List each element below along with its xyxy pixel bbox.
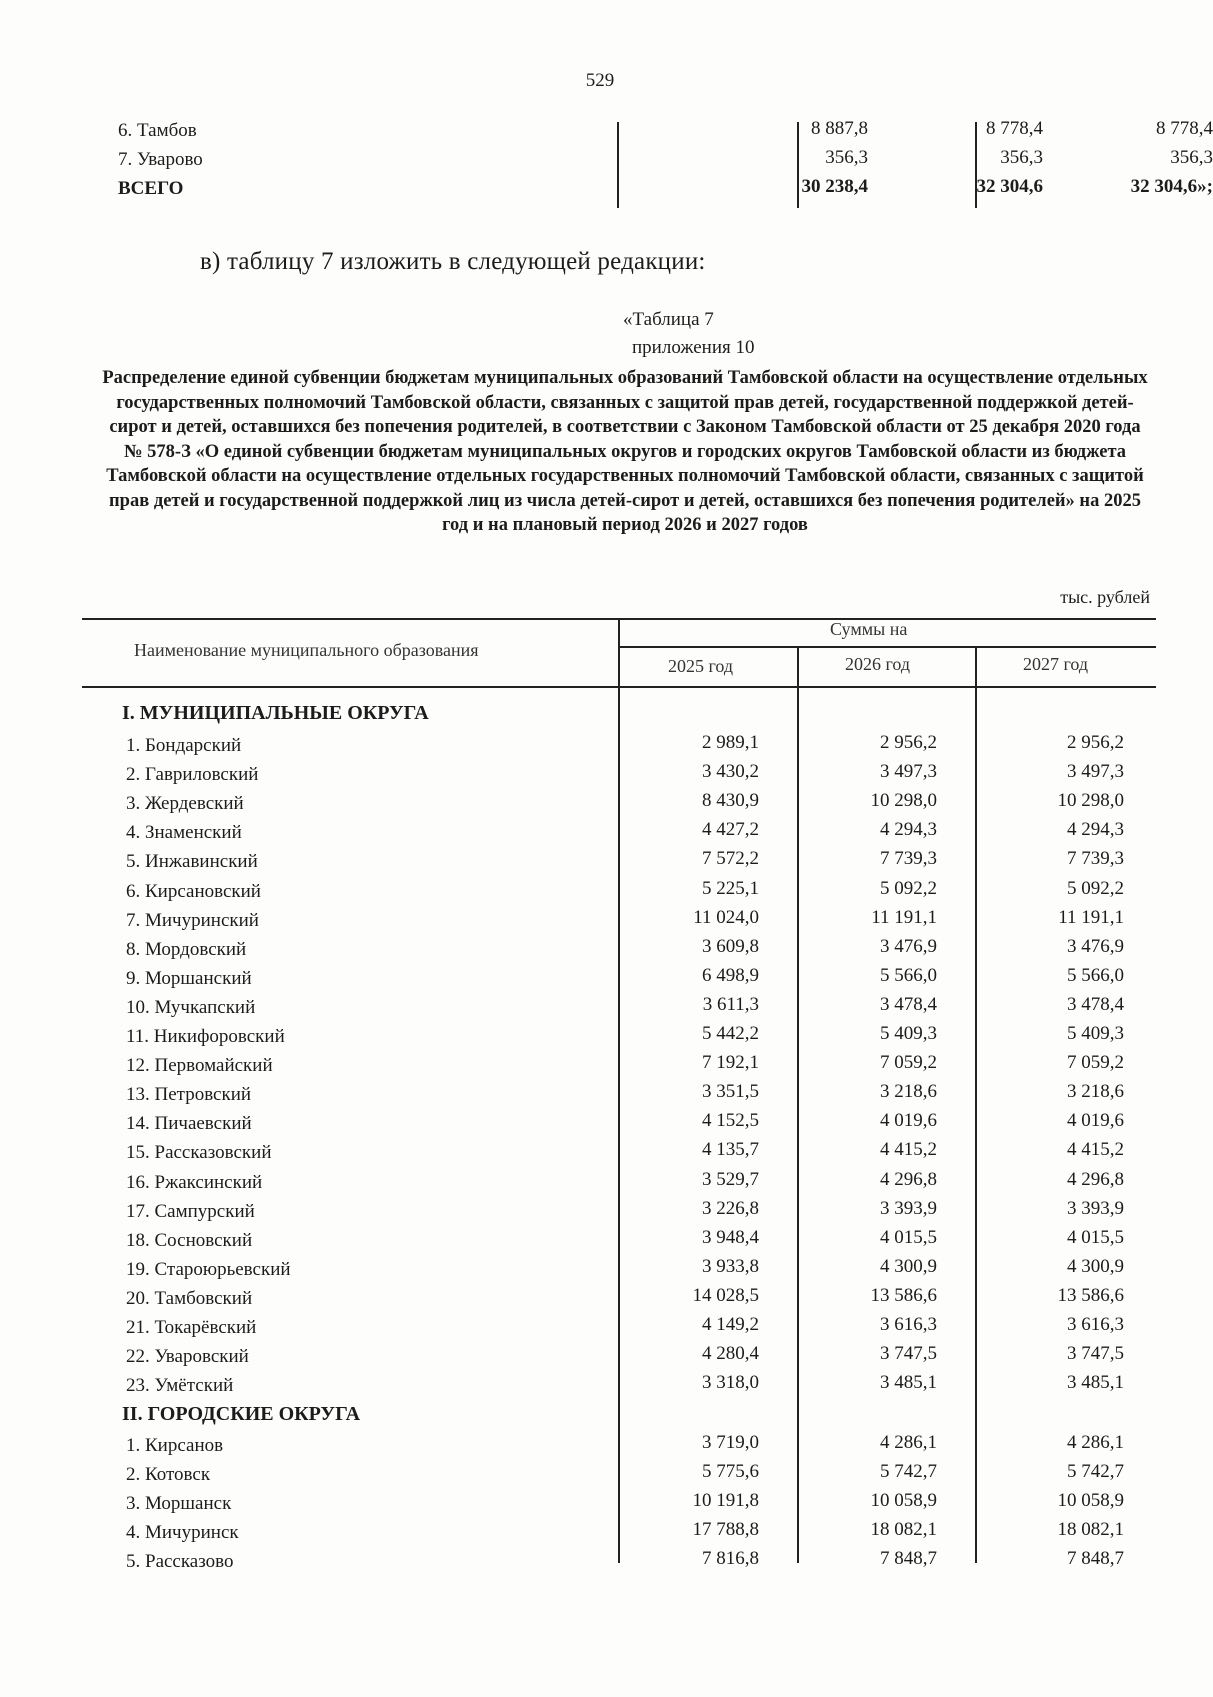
value-2025: 7 192,1 [702, 1052, 759, 1074]
value-2026: 3 616,3 [880, 1314, 937, 1335]
table-row [0, 1314, 1200, 1343]
value-2026: 4 300,9 [880, 1255, 937, 1277]
table-row [118, 147, 1213, 176]
value-2026: 18 082,1 [870, 1519, 937, 1541]
table-row [0, 1169, 1200, 1198]
value-2027: 32 304,6»; [1130, 176, 1213, 197]
value-2026: 3 393,9 [880, 1197, 937, 1219]
row-name: 8. Мордовский [126, 938, 247, 960]
row-name: 1. Бондарский [126, 735, 242, 756]
value-2027: 3 497,3 [1067, 761, 1124, 783]
table-row [0, 1343, 1200, 1372]
row-name: 17. Сампурский [126, 1200, 255, 1222]
row-name: 4. Мичуринск [126, 1522, 239, 1544]
caption-line-1: «Таблица 7 [623, 309, 714, 330]
table-row [0, 1548, 1200, 1577]
value-2027: 11 191,1 [1058, 906, 1124, 928]
row-name: 5. Инжавинский [126, 851, 258, 873]
table-row [0, 994, 1200, 1023]
value-2026: 4 296,8 [880, 1168, 937, 1190]
value-2025: 3 529,7 [702, 1168, 759, 1190]
header-divider [975, 646, 977, 686]
table-row [0, 1285, 1200, 1314]
value-2027: 4 015,5 [1067, 1226, 1124, 1248]
table-row [0, 1461, 1200, 1490]
value-2025: 5 225,1 [702, 877, 759, 899]
value-2026: 3 478,4 [880, 993, 937, 1015]
value-2025: 4 149,2 [702, 1314, 759, 1335]
table-row [0, 1081, 1200, 1110]
value-2027: 7 739,3 [1067, 848, 1124, 870]
value-2025: 6 498,9 [702, 964, 759, 986]
value-2026: 4 015,5 [880, 1226, 937, 1248]
value-2027: 356,3 [1170, 147, 1213, 168]
row-name: 12. Первомайский [126, 1055, 273, 1077]
value-2027: 3 485,1 [1067, 1372, 1124, 1394]
value-2025: 8 887,8 [811, 118, 868, 139]
value-2026: 4 415,2 [880, 1139, 937, 1161]
value-2027: 3 218,6 [1067, 1081, 1124, 1103]
row-name: 13. Петровский [126, 1084, 252, 1106]
value-2025: 3 611,3 [702, 993, 759, 1015]
value-2025: 7 572,2 [702, 848, 759, 870]
value-2025: 8 430,9 [702, 790, 759, 812]
value-2027: 4 294,3 [1067, 819, 1124, 841]
value-2027: 10 058,9 [1057, 1490, 1124, 1512]
row-name: 9. Моршанский [126, 967, 252, 989]
name-column-header: Наименование муниципального образования [134, 640, 479, 660]
row-name: 5. Рассказово [126, 1551, 234, 1573]
value-2025: 3 609,8 [702, 935, 759, 957]
page-number: 529 [585, 70, 615, 91]
value-2025: 11 024,0 [693, 906, 759, 928]
table-row [0, 1052, 1200, 1081]
row-name: ВСЕГО [118, 178, 184, 199]
header-divider [618, 618, 620, 686]
value-2025: 2 989,1 [702, 732, 759, 753]
value-2026: 32 304,6 [976, 176, 1043, 197]
row-name: 3. Моршанск [126, 1493, 232, 1515]
table-row [0, 1256, 1200, 1285]
value-2027: 3 393,9 [1067, 1197, 1124, 1219]
row-name: 16. Ржаксинский [126, 1171, 263, 1193]
row-name: 7. Уварово [118, 149, 203, 170]
table-row [118, 118, 1213, 147]
table-row [0, 1519, 1200, 1548]
year-2027-header: 2027 год [1023, 654, 1089, 674]
table-row [0, 1432, 1200, 1461]
value-2025: 3 719,0 [702, 1432, 759, 1453]
value-2026: 5 566,0 [880, 964, 937, 986]
value-2025: 5 775,6 [702, 1461, 759, 1483]
value-2025: 17 788,8 [692, 1519, 759, 1541]
section-heading-urban-districts: II. ГОРОДСКИЕ ОКРУГА [122, 1403, 361, 1425]
header-divider [797, 646, 799, 686]
value-2026: 7 739,3 [880, 848, 937, 870]
table-row [0, 1139, 1200, 1168]
value-2027: 8 778,4 [1156, 118, 1213, 139]
table-caption [623, 306, 754, 362]
value-2025: 10 191,8 [692, 1490, 759, 1512]
row-name: 18. Сосновский [126, 1229, 253, 1251]
value-2027: 4 300,9 [1067, 1255, 1124, 1277]
table-row [0, 790, 1200, 819]
value-2027: 4 019,6 [1067, 1110, 1124, 1132]
value-2025: 3 948,4 [702, 1226, 759, 1248]
value-2026: 3 497,3 [880, 761, 937, 783]
value-2026: 356,3 [1000, 147, 1043, 168]
row-name: 20. Тамбовский [126, 1287, 253, 1309]
value-2026: 2 956,2 [880, 732, 937, 753]
value-2026: 5 742,7 [880, 1461, 937, 1483]
table-row [0, 848, 1200, 877]
unit-label: тыс. рублей [1060, 587, 1150, 607]
row-name: 4. Знаменский [126, 822, 242, 844]
value-2026: 3 218,6 [880, 1081, 937, 1103]
value-2025: 7 816,8 [702, 1548, 759, 1570]
value-2027: 7 059,2 [1067, 1052, 1124, 1074]
value-2025: 3 226,8 [702, 1197, 759, 1219]
value-2025: 14 028,5 [692, 1284, 759, 1306]
value-2026: 4 294,3 [880, 819, 937, 841]
table-row [0, 819, 1200, 848]
value-2027: 4 296,8 [1067, 1168, 1124, 1190]
row-name: 7. Мичуринский [126, 909, 259, 931]
value-2026: 10 058,9 [870, 1490, 937, 1512]
table-row [0, 1227, 1200, 1256]
value-2027: 10 298,0 [1057, 790, 1124, 812]
year-2025-header: 2025 год [668, 656, 734, 676]
value-2025: 4 427,2 [702, 819, 759, 841]
table-row [0, 1110, 1200, 1139]
value-2026: 7 059,2 [880, 1052, 937, 1074]
value-2026: 5 409,3 [880, 1023, 937, 1044]
value-2025: 4 135,7 [702, 1139, 759, 1161]
header-sub-rule [618, 646, 1156, 648]
value-2025: 4 280,4 [702, 1343, 759, 1365]
row-name: 2. Котовск [126, 1464, 211, 1486]
value-2027: 5 092,2 [1067, 877, 1124, 899]
value-2025: 356,3 [825, 147, 868, 168]
caption-line-2: приложения 10 [632, 337, 755, 358]
row-name: 6. Кирсановский [126, 880, 261, 902]
table-row [0, 1490, 1200, 1519]
row-name: 11. Никифоровский [126, 1026, 285, 1047]
value-2026: 3 476,9 [880, 935, 937, 957]
value-2027: 4 415,2 [1067, 1139, 1124, 1161]
value-2026: 13 586,6 [870, 1284, 937, 1306]
row-name: 21. Токарёвский [126, 1317, 257, 1338]
value-2027: 7 848,7 [1067, 1548, 1124, 1570]
row-name: 10. Мучкапский [126, 996, 256, 1018]
value-2027: 5 409,3 [1067, 1023, 1124, 1044]
instruction-text: в) таблицу 7 изложить в следующей редакции: [200, 248, 706, 275]
value-2026: 10 298,0 [870, 790, 937, 812]
value-2025: 3 318,0 [702, 1372, 759, 1394]
value-2025: 4 152,5 [702, 1110, 759, 1132]
value-2027: 5 566,0 [1067, 964, 1124, 986]
value-2026: 8 778,4 [986, 118, 1043, 139]
value-2026: 3 747,5 [880, 1343, 937, 1365]
value-2026: 3 485,1 [880, 1372, 937, 1394]
table-row [0, 1198, 1200, 1227]
row-name: 22. Уваровский [126, 1346, 249, 1368]
table-row [0, 1023, 1200, 1052]
table-row [0, 1372, 1200, 1401]
row-name: 1. Кирсанов [126, 1435, 224, 1456]
previous-table-continuation [118, 118, 1213, 205]
value-2027: 3 616,3 [1067, 1314, 1124, 1335]
table-row [0, 936, 1200, 965]
row-name: 15. Рассказовский [126, 1142, 272, 1164]
row-name: 14. Пичаевский [126, 1113, 252, 1135]
row-name: 2. Гавриловский [126, 764, 259, 786]
table-row [0, 761, 1200, 790]
value-2027: 5 742,7 [1067, 1461, 1124, 1483]
value-2025: 3 933,8 [702, 1255, 759, 1277]
row-name: 6. Тамбов [118, 120, 197, 141]
table-row [0, 907, 1200, 936]
value-2026: 4 019,6 [880, 1110, 937, 1132]
value-2026: 4 286,1 [880, 1432, 937, 1453]
value-2027: 13 586,6 [1057, 1284, 1124, 1306]
total-row [118, 176, 1213, 205]
value-2027: 18 082,1 [1057, 1519, 1124, 1541]
table-row [0, 965, 1200, 994]
value-2027: 3 478,4 [1067, 993, 1124, 1015]
value-2027: 2 956,2 [1067, 732, 1124, 753]
value-2027: 3 476,9 [1067, 935, 1124, 957]
table-title: Распределение единой субвенции бюджетам муниципальных образований Тамбовской области на осуществление отдельных государственных полномочий Тамбовской области, связанных с защитой прав детей, государственной поддержкой детей-сирот и детей, оставшихся без попечения родителей, в соответствии с Законом Тамбовской области от 25 декабря 2020 года № 578-З «О единой субвенции бюджетам муниципальных округов и городских округов Тамбовской области из бюджета Тамбовской области на осуществление отдельных государственных полномочий Тамбовской области, связанных с защитой прав детей и государственной поддержкой лиц из числа детей-сирот и детей, оставшихся без попечения родителей» на 2025 год и на плановый период 2026 и 2027 годов [102, 368, 1148, 535]
section-heading-municipal-districts: I. МУНИЦИПАЛЬНЫЕ ОКРУГА [122, 702, 429, 724]
row-name: 19. Староюрьевский [126, 1258, 291, 1280]
table-row [0, 878, 1200, 907]
table-row [0, 732, 1200, 761]
value-2027: 3 747,5 [1067, 1343, 1124, 1365]
year-2026-header: 2026 год [845, 654, 911, 674]
value-2025: 3 351,5 [702, 1081, 759, 1103]
sums-header: Суммы на [830, 619, 908, 639]
row-name: 23. Умётский [126, 1375, 234, 1397]
row-name: 3. Жердевский [126, 793, 244, 815]
value-2025: 3 430,2 [702, 761, 759, 783]
value-2026: 7 848,7 [880, 1548, 937, 1570]
value-2026: 5 092,2 [880, 877, 937, 899]
value-2026: 11 191,1 [871, 906, 937, 928]
value-2025: 5 442,2 [702, 1023, 759, 1044]
value-2025: 30 238,4 [801, 176, 868, 197]
value-2027: 4 286,1 [1067, 1432, 1124, 1453]
